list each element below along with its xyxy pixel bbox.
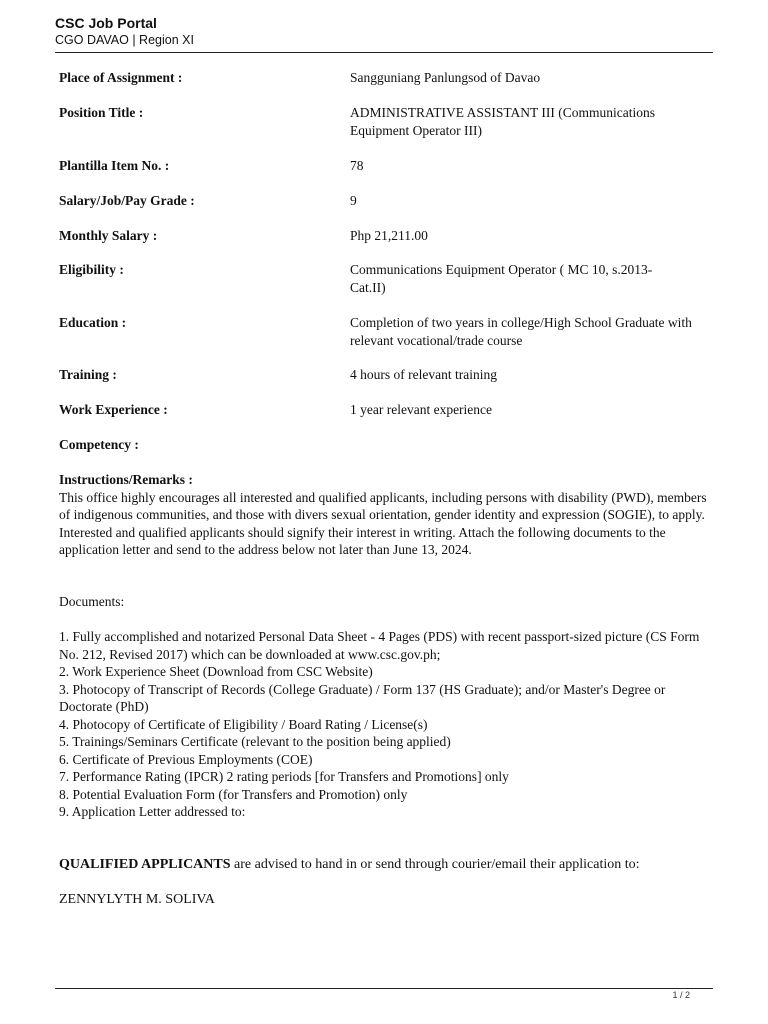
- list-item: 9. Application Letter addressed to:: [59, 804, 246, 819]
- instructions-heading: Instructions/Remarks :: [59, 472, 193, 487]
- field-label: Plantilla Item No. :: [59, 158, 170, 173]
- documents-heading: Documents:: [59, 594, 125, 609]
- field-value: Php 21,211.00: [350, 228, 428, 243]
- field-value: ADMINISTRATIVE ASSISTANT III (Communications Equipment Operator III): [350, 105, 656, 138]
- instructions-text: This office highly encourages all interested and qualified applicants, including persons with disability (PWD), members of indigenous communities, and those with divers sexual orientation, gender identity and expression (SOGIE), to apply. Interested and qualified applicants should signify their interest in writing. Attach the following documents to the application letter and send to the address below not later than June 13, 2024.: [59, 489, 707, 557]
- list-item: 1. Fully accomplished and notarized Personal Data Sheet - 4 Pages (PDS) with recent passport-sized picture (CS Form No. 212, Revised 2017) which can be downloaded at www.csc.gov.ph;: [59, 629, 700, 662]
- field-label: Education :: [59, 315, 127, 330]
- instructions-section: [59, 471, 709, 559]
- qualified-applicants-label: QUALIFIED APPLICANTS: [59, 857, 231, 872]
- field-label: Position Title :: [59, 105, 144, 120]
- field-value: 78: [350, 158, 364, 173]
- field-label: Training :: [59, 367, 117, 382]
- list-item: 5. Trainings/Seminars Certificate (relevant to the position being applied): [59, 734, 451, 749]
- field-value: 4 hours of relevant training: [350, 367, 497, 382]
- documents-section: [59, 628, 709, 821]
- field-label: Eligibility :: [59, 262, 124, 277]
- field-value: Communications Equipment Operator ( MC 10, s.2013-Cat.II): [350, 262, 653, 295]
- field-value: 1 year relevant experience: [350, 402, 493, 417]
- qualified-applicants-notice: [59, 856, 709, 874]
- list-item: 8. Potential Evaluation Form (for Transfers and Promotion) only: [59, 786, 408, 802]
- field-label: Work Experience :: [59, 402, 168, 417]
- list-item: 3. Photocopy of Transcript of Records (College Graduate) / Form 137 (HS Graduate); and/or Master's Degree or Doctorate (PhD): [59, 681, 666, 714]
- qualified-applicants-text: are advised to hand in or send through courier/email their application to:: [230, 857, 640, 872]
- page-number: 1 / 2: [672, 990, 690, 1000]
- field-value: Sangguniang Panlungsod of Davao: [350, 70, 541, 85]
- page-header: [55, 15, 713, 48]
- field-label: Competency :: [59, 437, 139, 452]
- documents-list: [59, 628, 709, 821]
- field-label: Place of Assignment :: [59, 70, 183, 85]
- field-label: Monthly Salary :: [59, 228, 158, 243]
- list-item: 7. Performance Rating (IPCR) 2 rating periods [for Transfers and Promotions] only: [59, 769, 509, 784]
- field-value: Completion of two years in college/High School Graduate with relevant vocational/trade course: [350, 315, 692, 348]
- list-item: 4. Photocopy of Certificate of Eligibility / Board Rating / License(s): [59, 716, 428, 732]
- field-value: 9: [350, 193, 357, 208]
- addressee-name: ZENNYLYTH M. SOLIVA: [59, 892, 215, 907]
- list-item: 2. Work Experience Sheet (Download from CSC Website): [59, 664, 373, 679]
- field-label: Salary/Job/Pay Grade :: [59, 193, 195, 208]
- portal-subtitle: CGO DAVAO | Region XI: [55, 33, 194, 47]
- header-divider: [55, 52, 713, 53]
- portal-title: CSC Job Portal: [55, 15, 157, 31]
- footer-divider: [55, 988, 713, 989]
- list-item: 6. Certificate of Previous Employments (COE): [59, 751, 313, 767]
